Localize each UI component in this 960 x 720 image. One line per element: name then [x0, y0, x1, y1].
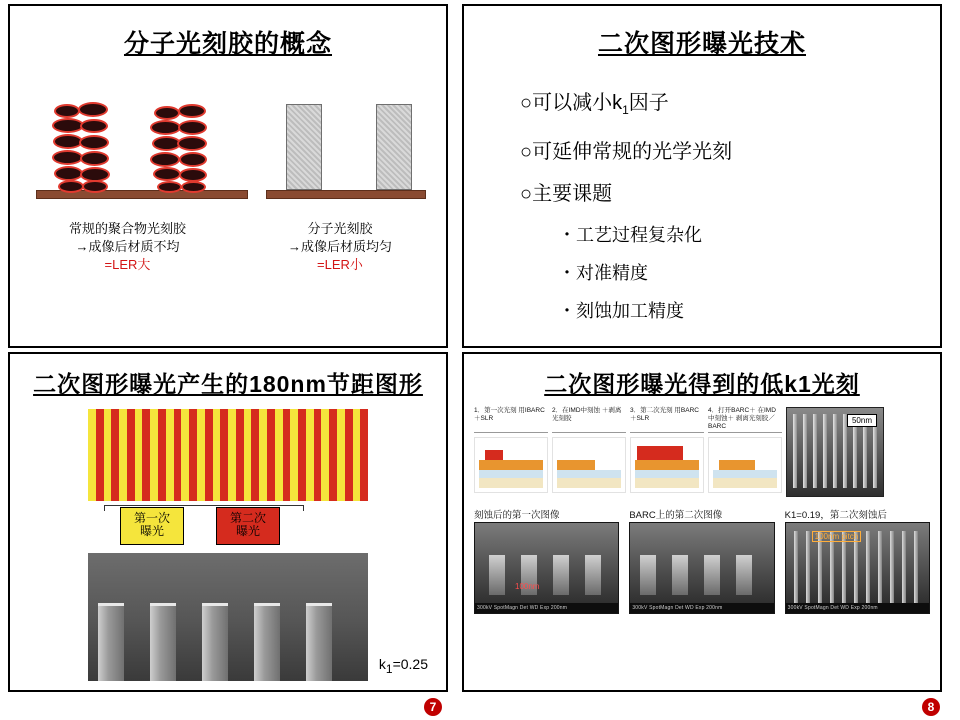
caption-polymer-line2: →成像后材质不均 — [75, 239, 180, 254]
sem-cell-first-image — [474, 507, 619, 614]
legend-first-exposure — [120, 507, 184, 545]
sub-bullet-2: ・对准精度 — [558, 263, 648, 283]
sem-image-second — [629, 522, 774, 614]
substrate-right — [266, 190, 426, 199]
legend-second-line1: 第二次 — [229, 511, 266, 525]
legend-first-line2: 曝光 — [139, 524, 164, 538]
legend-second-line2: 曝光 — [235, 524, 260, 538]
slide-double-patterning-technology — [462, 4, 942, 348]
pitch-label-100nm: 100nm pitch — [812, 531, 862, 542]
sem-image-180nm — [88, 553, 368, 681]
page-title: 二次图形曝光产生的180nm节距图形 — [33, 371, 423, 397]
sem-image-first — [474, 522, 619, 614]
process-step-1-label: 1．第一次光刻 用IBARC＋SLR — [474, 407, 548, 433]
process-step-2 — [552, 407, 626, 493]
molecular-resist-diagram — [28, 86, 428, 206]
legend-second-exposure — [216, 507, 280, 545]
bullet-1-prefix: ○可以减小k — [520, 92, 623, 114]
scale-label-100nm: 100nm — [515, 582, 540, 591]
k1-value-label — [379, 656, 428, 676]
caption-polymer-line1: 常规的聚合物光刻胶 — [68, 221, 186, 236]
process-step-4-label: 4．打开BARC＋ 在IMD中刻蚀＋ 剥离光刻胶／BARC — [708, 407, 782, 433]
sem-50nm-tag: 50nm — [847, 414, 877, 427]
caption-molecular-resist — [240, 220, 440, 274]
slide-low-k1-lithography — [462, 352, 942, 692]
bullet-1-subscript: 1 — [622, 103, 629, 117]
page-number-left: 7 — [424, 698, 442, 716]
process-steps — [474, 407, 930, 497]
process-step-3-label: 3．第二次光刻 用BARC＋SLR — [630, 407, 704, 433]
sub-bullet-3: ・刻蚀加工精度 — [558, 301, 684, 321]
caption-molecular-line1: 分子光刻胶 — [307, 221, 373, 236]
bullet-item-3: ○主要课题 — [520, 183, 613, 205]
sem-caption-etched: K1=0.19，第二次刻蚀后 — [784, 510, 887, 521]
k1-value: =0.25 — [392, 656, 428, 673]
bullet-item-1 — [520, 90, 940, 123]
bullet-list — [520, 90, 940, 323]
page-title: 二次图形曝光技术 — [597, 30, 806, 58]
sem-image-50nm — [786, 407, 884, 497]
process-step-1-image — [474, 437, 548, 493]
pitch-figure — [88, 409, 368, 659]
page-number-right: 8 — [922, 698, 940, 716]
process-step-4-image — [708, 437, 782, 493]
slide-180nm-pitch-patterns — [8, 352, 448, 692]
page-title: 二次图形曝光得到的低k1光刻 — [544, 371, 860, 397]
caption-polymer-ler: =LER大 — [104, 257, 151, 272]
process-step-4 — [708, 407, 782, 493]
process-step-2-label: 2．在IMD中刻蚀 ＋剥离光刻胶 — [552, 407, 626, 433]
k1-subscript: 1 — [385, 662, 393, 676]
sem-cell-second-image — [629, 507, 774, 614]
caption-polymer-resist — [20, 220, 235, 274]
diagram-captions — [10, 220, 446, 290]
process-step-2-image — [552, 437, 626, 493]
grating-pattern — [88, 409, 368, 501]
molecular-resist-bar-left — [286, 104, 322, 190]
process-step-3-image — [630, 437, 704, 493]
exposure-legend — [88, 505, 368, 549]
process-step-1 — [474, 407, 548, 493]
page-title: 分子光刻胶的概念 — [123, 30, 332, 58]
sem-comparison-row — [474, 507, 930, 614]
caption-molecular-line2: →成像后材质均匀 — [287, 239, 392, 254]
sem-footer-etched: 300kV SpotMagn Det WD Exp 200nm — [786, 603, 929, 613]
sem-caption-first: 刻蚀后的第一次图像 — [474, 510, 560, 521]
sem-cell-etched-image — [785, 507, 930, 614]
sem-footer-first: 300kV SpotMagn Det WD Exp 200nm — [475, 603, 618, 613]
molecular-resist-bar-right — [376, 104, 412, 190]
process-flow-figure — [464, 407, 940, 614]
process-step-3 — [630, 407, 704, 493]
legend-first-line1: 第一次 — [133, 511, 170, 525]
bullet-item-2: ○可延伸常规的光学光刻 — [520, 141, 733, 163]
sem-footer-second: 300kV SpotMagn Det WD Exp 200nm — [630, 603, 773, 613]
polymer-stack-left — [52, 102, 112, 190]
sem-image-etched — [785, 522, 930, 614]
sem-caption-second: BARC上的第二次图像 — [629, 510, 723, 521]
sub-bullet-1: ・工艺过程复杂化 — [558, 225, 702, 245]
k1-prefix: k — [378, 656, 386, 673]
slide-molecular-resist-concept — [8, 4, 448, 348]
bullet-1-suffix: 因子 — [628, 92, 669, 114]
caption-molecular-ler: =LER小 — [317, 257, 363, 272]
polymer-stack-right — [150, 102, 210, 190]
